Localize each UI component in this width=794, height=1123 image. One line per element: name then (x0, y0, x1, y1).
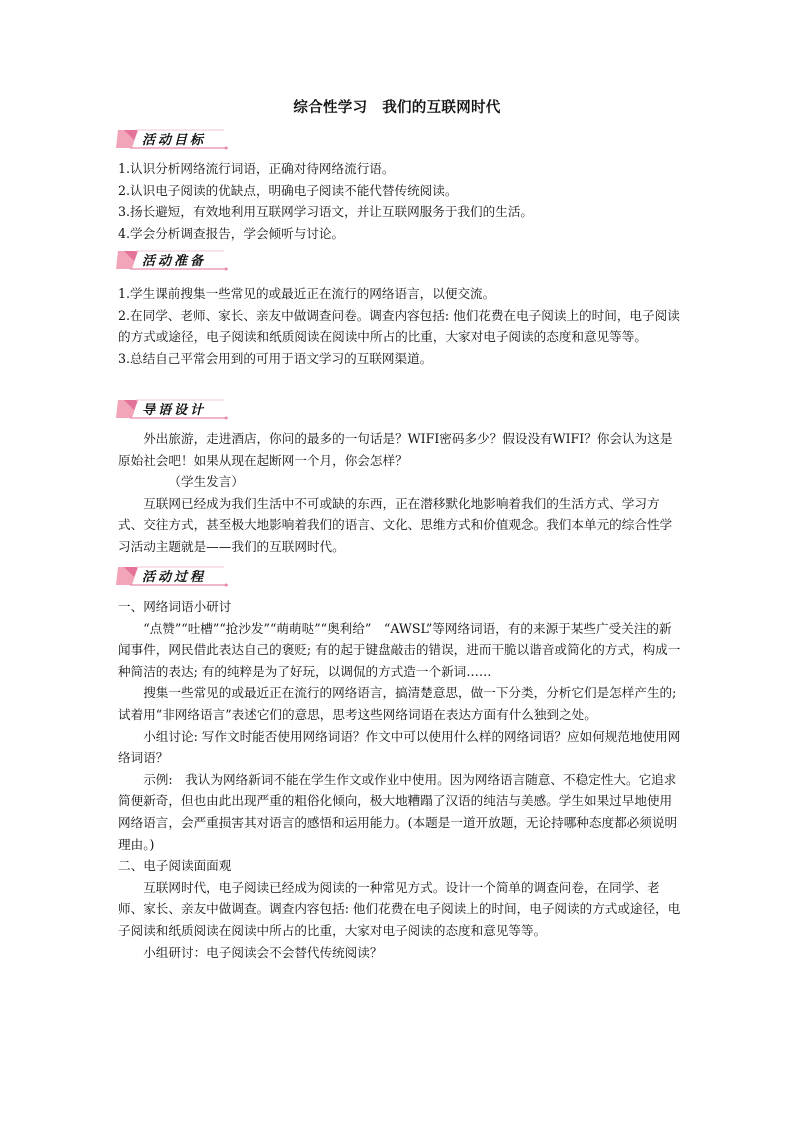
subsection-title: 二、电子阅读面面观 (118, 858, 232, 874)
prep-list (118, 283, 682, 369)
paragraph: 搜集一些常见的或最近正在流行的网络语言，搞清楚意思，做一下分类，分析它们是怎样产生的; 试着用“非网络语言”表述它们的意思，思考这些网络词语在表达方面有什么独到之处。 (118, 685, 677, 722)
paragraph: （学生发言） (168, 474, 244, 490)
paragraph: 小组研讨：电子阅读会不会替代传统阅读？ (143, 944, 383, 960)
process-body (118, 596, 682, 963)
list-item: 4.学会分析调查报告，学会倾听与讨论。 (118, 225, 345, 241)
section-badge-process (116, 563, 230, 589)
paragraph: “点赞”“吐槽”“抢沙发”“萌萌哒”“奥利给” “AWSL”等网络词语，有的来源于某些广受关注的新闻事件，网民借此表达自己的褒贬; 有的起于键盘敲击的错误，进而干脆以谐音或简化的方式，构成一种简洁的表达; 有的纯粹是为了好玩，以调侃的方式造一个新词…… (118, 620, 681, 679)
paragraph: 互联网已经成为我们生活中不可或缺的东西，正在潜移默化地影响着我们的生活方式、学习方式、交往方式，甚至极大地影响着我们的语言、文化、思维方式和价值观念。我们本单元的综合性学习活动主题就是——我们的互联网时代。 (118, 495, 673, 554)
list-item: 1.认识分析网络流行词语，正确对待网络流行语。 (118, 161, 395, 176)
section-heading-prep: 活动准备 (142, 254, 207, 269)
paragraph: 互联网时代，电子阅读已经成为阅读的一种常见方式。设计一个简单的调查问卷，在同学、老师、家长、亲友中做调查。调查内容包括: 他们花费在电子阅读上的时间，电子阅读的方式或途径，电子阅读和纸质阅读在阅读中所占的比重，大家对电子阅读的态度和意见等等。 (118, 879, 681, 938)
section-badge-prep (116, 247, 230, 273)
page-title: 综合性学习 我们的互联网时代 (293, 99, 501, 116)
section-heading-goals: 活动目标 (142, 133, 207, 148)
subsection-title: 一、网络词语小研讨 (118, 599, 232, 614)
intro-body (118, 428, 682, 558)
section-heading-intro: 导语设计 (142, 403, 207, 418)
section-badge-intro (116, 396, 230, 422)
list-item: 3.扬长避短，有效地利用互联网学习语文，并让互联网服务于我们的生活。 (118, 204, 534, 220)
goals-list (118, 158, 682, 244)
paragraph: 小组讨论: 写作文时能否使用网络词语？作文中可以使用什么样的网络词语？应如何规范地使用网络词语？ (118, 728, 681, 766)
list-item: 2.认识电子阅读的优缺点，明确电子阅读不能代替传统阅读。 (118, 182, 458, 198)
section-heading-process: 活动过程 (142, 570, 207, 585)
list-item: 2.在同学、老师、家长、亲友中做调查问卷。调查内容包括: 他们花费在电子阅读上的时间，电子阅读的方式或途径，电子阅读和纸质阅读在阅读中所占的比重，大家对电子阅读的态度和意见等等。 (118, 307, 680, 345)
list-item: 3.总结自己平常会用到的可用于语文学习的互联网渠道。 (118, 350, 433, 366)
list-item: 1.学生课前搜集一些常见的或最近正在流行的网络语言，以便交流。 (118, 286, 496, 301)
paragraph: 外出旅游，走进酒店，你问的最多的一句话是？WIFI密码多少？假设没有WIFI？你会认为这是原始社会吧！如果从现在起断网一个月，你会怎样？ (118, 431, 673, 468)
section-badge-goals (116, 126, 230, 152)
paragraph: 示例: 我认为网络新词不能在学生作文或作业中使用。因为网络语言随意、不稳定性大。它追求简便新奇，但也由此出现严重的粗俗化倾向，极大地糟蹋了汉语的纯洁与美感。学生如果过早地使用网络语言，会严重损害其对语言的感悟和运用能力。(本题是一道开放题，无论持哪种态度都必须说明理由。) (118, 771, 678, 852)
